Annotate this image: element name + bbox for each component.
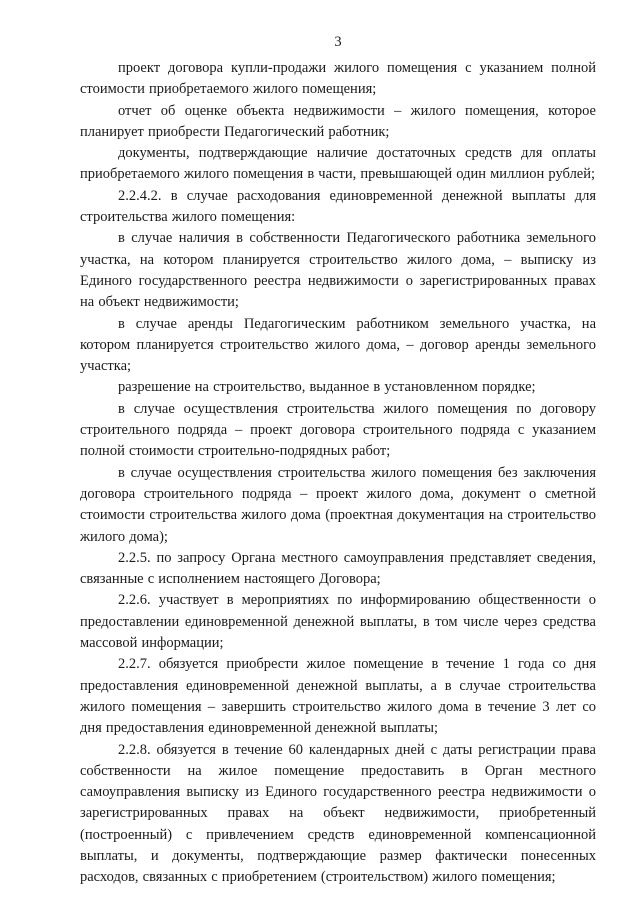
paragraph-clause-2-2-4-2: 2.2.4.2. в случае расходования единовременной денежной выплаты для строительства жилого помещения: xyxy=(80,187,596,226)
paragraph-construction-contract: в случае осуществления строительства жилого помещения по договору строительного подряда – проект договора строительного подряда с указанием полной стоимости строительно-подрядных работ; xyxy=(80,400,596,460)
paragraph-clause-2-2-8: 2.2.8. обязуется в течение 60 календарных дней с даты регистрации права собственности на жилое помещение предоставить в Орган местного самоуправления выписку из Единого государственного реестра недвижимости о зарегистрированных правах на объект недвижимости, приобретенный (построенный) с привлечением средств единовременной компенсационной выплаты, и документы, подтверждающие размер фактически понесенных расходов, связанных с приобретением (строительством) жилого помещения; xyxy=(80,741,596,886)
document-page xyxy=(80,32,596,889)
paragraph-construction-without-contract: в случае осуществления строительства жилого помещения без заключения договора строительного подряда – проект жилого дома, документ о сметной стоимости строительства жилого дома (проектная документация на строительство жилого дома); xyxy=(80,464,596,545)
paragraph-building-permit: разрешение на строительство, выданное в установленном порядке; xyxy=(118,379,536,396)
paragraph-clause-2-2-6: 2.2.6. участвует в мероприятиях по информированию общественности о предоставлении единовременной денежной выплаты, в том числе через средства массовой информации; xyxy=(80,592,596,652)
paragraph-land-ownership: в случае наличия в собственности Педагогического работника земельного участка, на котором планируется строительство жилого дома, – выписку из Единого государственного реестра недвижимости о зарегистрированных правах на объект недвижимости; xyxy=(80,230,596,311)
paragraph-clause-2-2-5: 2.2.5. по запросу Органа местного самоуправления представляет сведения, связанные с исполнением настоящего Договора; xyxy=(80,549,596,588)
paragraph-valuation-report: отчет об оценке объекта недвижимости – жилого помещения, которое планирует приобрести Педагогический работник; xyxy=(80,102,596,140)
paragraph-clause-2-2-7: 2.2.7. обязуется приобрести жилое помещение в течение 1 года со дня предоставления единовременной денежной выплаты, а в случае строительства жилого помещения – завершить строительство жилого дома в течение 3 лет со дня предоставления единовременной денежной выплаты; xyxy=(80,656,596,737)
paragraph-sufficient-funds: документы, подтверждающие наличие достаточных средств для оплаты приобретаемого жилого помещения в части, превышающей один миллион рублей; xyxy=(80,145,596,183)
paragraph-land-lease: в случае аренды Педагогическим работником земельного участка, на котором планируется строительство жилого дома, – договор аренды земельного участка; xyxy=(80,315,596,375)
page-number: 3 xyxy=(334,34,342,50)
paragraph-purchase-contract-draft: проект договора купли-продажи жилого помещения с указанием полной стоимости приобретаемого жилого помещения; xyxy=(80,60,596,98)
